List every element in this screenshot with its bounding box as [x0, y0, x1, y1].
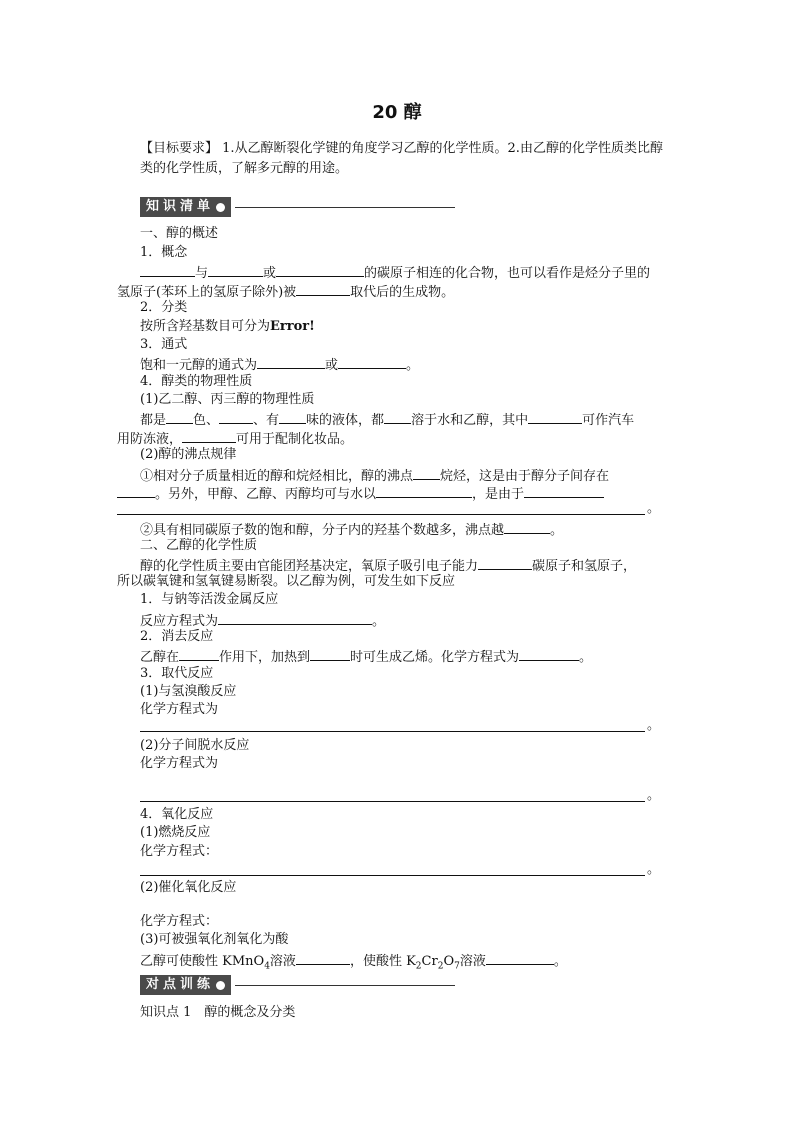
banner-label: 知识清单 — [146, 199, 215, 214]
subsection-heading: 4．氧化反应 — [140, 807, 214, 822]
banner-practice — [140, 975, 455, 995]
banner-label: 对点训练 — [146, 977, 215, 992]
answer-blank[interactable] — [140, 262, 195, 277]
answer-blank[interactable] — [486, 950, 554, 965]
text: 乙醇在 — [140, 650, 180, 665]
subsection-heading: 1．与钠等活泼金属反应 — [140, 592, 279, 607]
subscript: 7 — [454, 961, 460, 972]
text: 或 — [263, 266, 277, 281]
text: 作用下，加热到 — [219, 650, 311, 665]
subscript: 2 — [415, 961, 422, 972]
text: 碳原子和氢原子， — [532, 559, 637, 574]
section-heading: 二、乙醇的化学性质 — [140, 538, 258, 553]
text-line — [140, 354, 419, 375]
text-line — [140, 409, 634, 430]
text-line: (2)醇的沸点规律 — [140, 447, 237, 462]
text-line: (2)催化氧化反应 — [140, 880, 237, 895]
answer-blank[interactable] — [166, 409, 193, 424]
text-line — [117, 483, 604, 504]
answer-line[interactable] — [117, 514, 645, 515]
text-line: (3)可被强氧化剂氧化为酸 — [140, 932, 289, 947]
text: 取代后的生成物。 — [350, 285, 455, 300]
text-line: (1)燃烧反应 — [140, 825, 211, 840]
goal-line-2: 类的化学性质，了解多元醇的用途。 — [140, 161, 349, 176]
banner-rule — [235, 985, 455, 986]
text: 色、 — [193, 413, 220, 428]
answer-blank[interactable] — [117, 483, 155, 498]
text: 溶液 — [459, 954, 486, 969]
text-line — [140, 318, 315, 336]
bullet-dot-icon — [216, 981, 225, 990]
text: 都是 — [140, 413, 167, 428]
text: O — [443, 954, 455, 969]
period-mark: 。 — [647, 788, 661, 803]
answer-blank[interactable] — [413, 465, 440, 480]
text-line: (1)与氢溴酸反应 — [140, 684, 237, 699]
text-line: 化学方程式： — [140, 914, 219, 929]
text: 可用于配制化妆品。 — [236, 432, 354, 447]
text: Cr — [421, 954, 438, 969]
section-heading: 一、醇的概述 — [140, 226, 219, 241]
answer-blank[interactable] — [528, 409, 582, 424]
text-line: (2)分子间脱水反应 — [140, 738, 250, 753]
text: 时可生成乙烯。化学方程式为 — [350, 650, 520, 665]
text: 。 — [579, 650, 593, 665]
text: 溶于水和乙醇，其中 — [411, 413, 529, 428]
answer-blank[interactable] — [310, 646, 350, 661]
text: ②具有相同碳原子数的饱和醇，分子内的羟基个数越多，沸点越 — [140, 523, 505, 538]
goal-line-1: 【目标要求】 1.从乙醇断裂化学键的角度学习乙醇的化学性质。2.由乙醇的化学性质类比醇 — [140, 141, 663, 156]
text: 用防冻液， — [117, 432, 183, 447]
error-text: Error! — [270, 319, 315, 334]
text: 味的液体，都 — [306, 413, 385, 428]
subsection-heading: 2．消去反应 — [140, 629, 214, 644]
answer-blank[interactable] — [519, 646, 579, 661]
text-line — [140, 262, 650, 283]
answer-blank[interactable] — [376, 483, 472, 498]
page-title: 20 醇 — [372, 102, 422, 123]
text-line: 化学方程式为 — [140, 756, 219, 771]
knowledge-point-heading: 知识点 1 醇的概念及分类 — [140, 1005, 296, 1020]
subsection-heading: 2．分类 — [140, 300, 188, 315]
banner-label-box — [140, 197, 231, 217]
text: 反应方程式为 — [140, 614, 219, 629]
answer-line[interactable] — [140, 875, 645, 876]
subsection-heading: 3．通式 — [140, 337, 188, 352]
banner-knowledge-list — [140, 197, 455, 217]
text-line: (1)乙二醇、丙三醇的物理性质 — [140, 392, 315, 407]
answer-blank[interactable] — [279, 409, 306, 424]
text: 的碳原子相连的化合物，也可以看作是烃分子里的 — [364, 266, 651, 281]
subsection-heading: 4．醇类的物理性质 — [140, 374, 253, 389]
answer-blank[interactable] — [218, 610, 372, 625]
text: 。 — [553, 954, 567, 969]
answer-blank[interactable] — [276, 262, 364, 277]
text-line — [140, 646, 592, 667]
text-line — [140, 950, 567, 976]
period-mark: 。 — [647, 718, 661, 733]
text: 烷烃，这是由于醇分子间存在 — [440, 469, 610, 484]
period-mark: 。 — [647, 862, 661, 877]
subsection-heading: 3．取代反应 — [140, 666, 214, 681]
bullet-dot-icon — [216, 203, 225, 212]
text: 饱和一元醇的通式为 — [140, 358, 258, 373]
text: 可作汽车 — [582, 413, 635, 428]
answer-blank[interactable] — [478, 555, 532, 570]
text: ①相对分子质量相近的醇和烷烃相比，醇的沸点 — [140, 469, 414, 484]
text: 氢原子(苯环上的氢原子除外)被 — [117, 285, 297, 300]
answer-blank[interactable] — [504, 519, 550, 534]
banner-label-box — [140, 975, 231, 995]
answer-blank[interactable] — [296, 950, 350, 965]
answer-blank[interactable] — [219, 409, 253, 424]
answer-blank[interactable] — [524, 483, 604, 498]
answer-blank[interactable] — [208, 262, 263, 277]
answer-blank[interactable] — [384, 409, 411, 424]
text: 。 — [550, 523, 564, 538]
text: 。 — [406, 358, 420, 373]
text-line: 化学方程式： — [140, 844, 219, 859]
text-line: 化学方程式为 — [140, 702, 219, 717]
text: 或 — [325, 358, 339, 373]
text-line: 所以碳氧键和氢氧键易断裂。以乙醇为例，可发生如下反应 — [117, 574, 456, 589]
answer-blank[interactable] — [296, 281, 350, 296]
answer-blank[interactable] — [182, 428, 236, 443]
answer-blank[interactable] — [179, 646, 219, 661]
text: 溶液 — [269, 954, 296, 969]
text: 、有 — [253, 413, 280, 428]
answer-line[interactable] — [140, 731, 645, 732]
subscript: 4 — [264, 961, 270, 972]
banner-rule — [235, 207, 455, 208]
text: 乙醇可使酸性 KMnO — [140, 954, 265, 969]
text: 醇的化学性质主要由官能团羟基决定，氧原子吸引电子能力 — [140, 559, 479, 574]
text: ，使酸性 K — [349, 954, 416, 969]
text: 按所含羟基数目可分为 — [140, 319, 271, 334]
text: 。另外，甲醇、乙醇、丙醇均可与水以 — [155, 487, 377, 502]
answer-blank[interactable] — [338, 354, 406, 369]
text: ，是由于 — [472, 487, 525, 502]
text: 。 — [372, 614, 386, 629]
subscript: 2 — [437, 961, 444, 972]
answer-line[interactable] — [140, 801, 645, 802]
answer-blank[interactable] — [257, 354, 325, 369]
text: 与 — [195, 266, 209, 281]
subsection-heading: 1．概念 — [140, 245, 188, 260]
period-mark: 。 — [647, 501, 661, 516]
